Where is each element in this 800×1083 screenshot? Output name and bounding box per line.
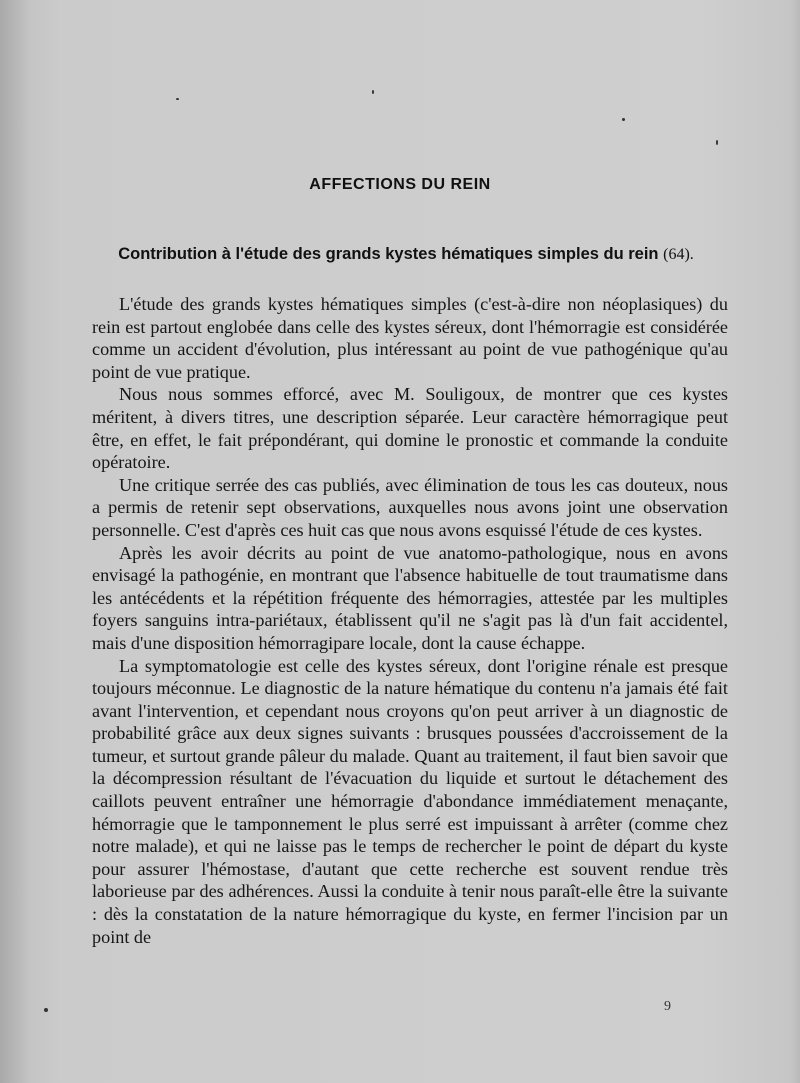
paragraph: Nous nous sommes efforcé, avec M. Souligoux, de montrer que ces kystes méritent, à divers titres, une description séparée. Leur caractère hémorragique peut être, en effet, le fait prépondérant, qui domine le pronostic et commande la conduite opératoire. [92,384,728,473]
paragraph: Après les avoir décrits au point de vue anatomo-pathologique, nous en avons envisagé la pathogénie, en montrant que l'absence habituelle de tout traumatisme dans les antécédents et la répétition fréquente des hémorragies, attestée par les multiples foyers sanguins intra-pariétaux, établissent qu'il ne s'agit pas là d'un fait accidentel, mais d'une disposition hémorragipare locale, dont la cause échappe. [92,542,728,653]
paragraph: Une critique serrée des cas publiés, avec élimination de tous les cas douteux, nous a permis de retenir sept observations, auxquelles nous avons joint une observation personnelle. C'est d'après ces huit cas que nous avons esquissé l'étude de ces kystes. [92,474,728,540]
scan-speck [372,90,374,94]
paragraph: L'étude des grands kystes hématiques simples (c'est-à-dire non néoplasiques) du rein est partout englobée dans celle des kystes séreux, dont l'hémorragie est considérée comme un accident d'évolution, plus intéressant au point de vue pathogénique qu'au point de vue pratique. [92,294,728,382]
article-title-text: Contribution à l'étude des grands kystes hématiques simples du rein [118,245,659,263]
scan-speck [176,98,179,100]
article-reference: (64). [663,246,694,263]
page-number: 9 [664,999,671,1014]
scan-speck [716,140,718,145]
scan-speck [44,1008,48,1012]
article-title [96,242,716,267]
scan-speck [622,118,625,121]
article-body [92,293,728,948]
section-title: AFFECTIONS DU REIN [309,176,491,193]
paragraph: La symptomatologie est celle des kystes séreux, dont l'origine rénale est presque toujours méconnue. Le diagnostic de la nature hématique du contenu n'a jamais été fait avant l'intervention, et cependant nous croyons qu'on peut arriver à un diagnostic de probabilité grâce aux deux signes suivants : brusques poussées d'accroissement de la tumeur, et surtout grande pâleur du malade. Quant au traitement, il faut bien savoir que la décompression résultant de l'évacuation du liquide et surtout le détachement des caillots peuvent entraîner une hémorragie d'abondance immédiatement menaçante, hémorragie que le tamponnement le plus serré est impuissant à arrêter (comme chez notre malade), et qui ne laisse pas le temps de rechercher le point de départ du kyste pour assurer l'hémostase, d'autant que cette recherche est souvent rendue très laborieuse par des adhérences. Aussi la conduite à tenir nous paraît-elle être la suivante : dès la constatation de la nature hémorragique du kyste, en fermer l'incision par un point de [92,655,728,947]
